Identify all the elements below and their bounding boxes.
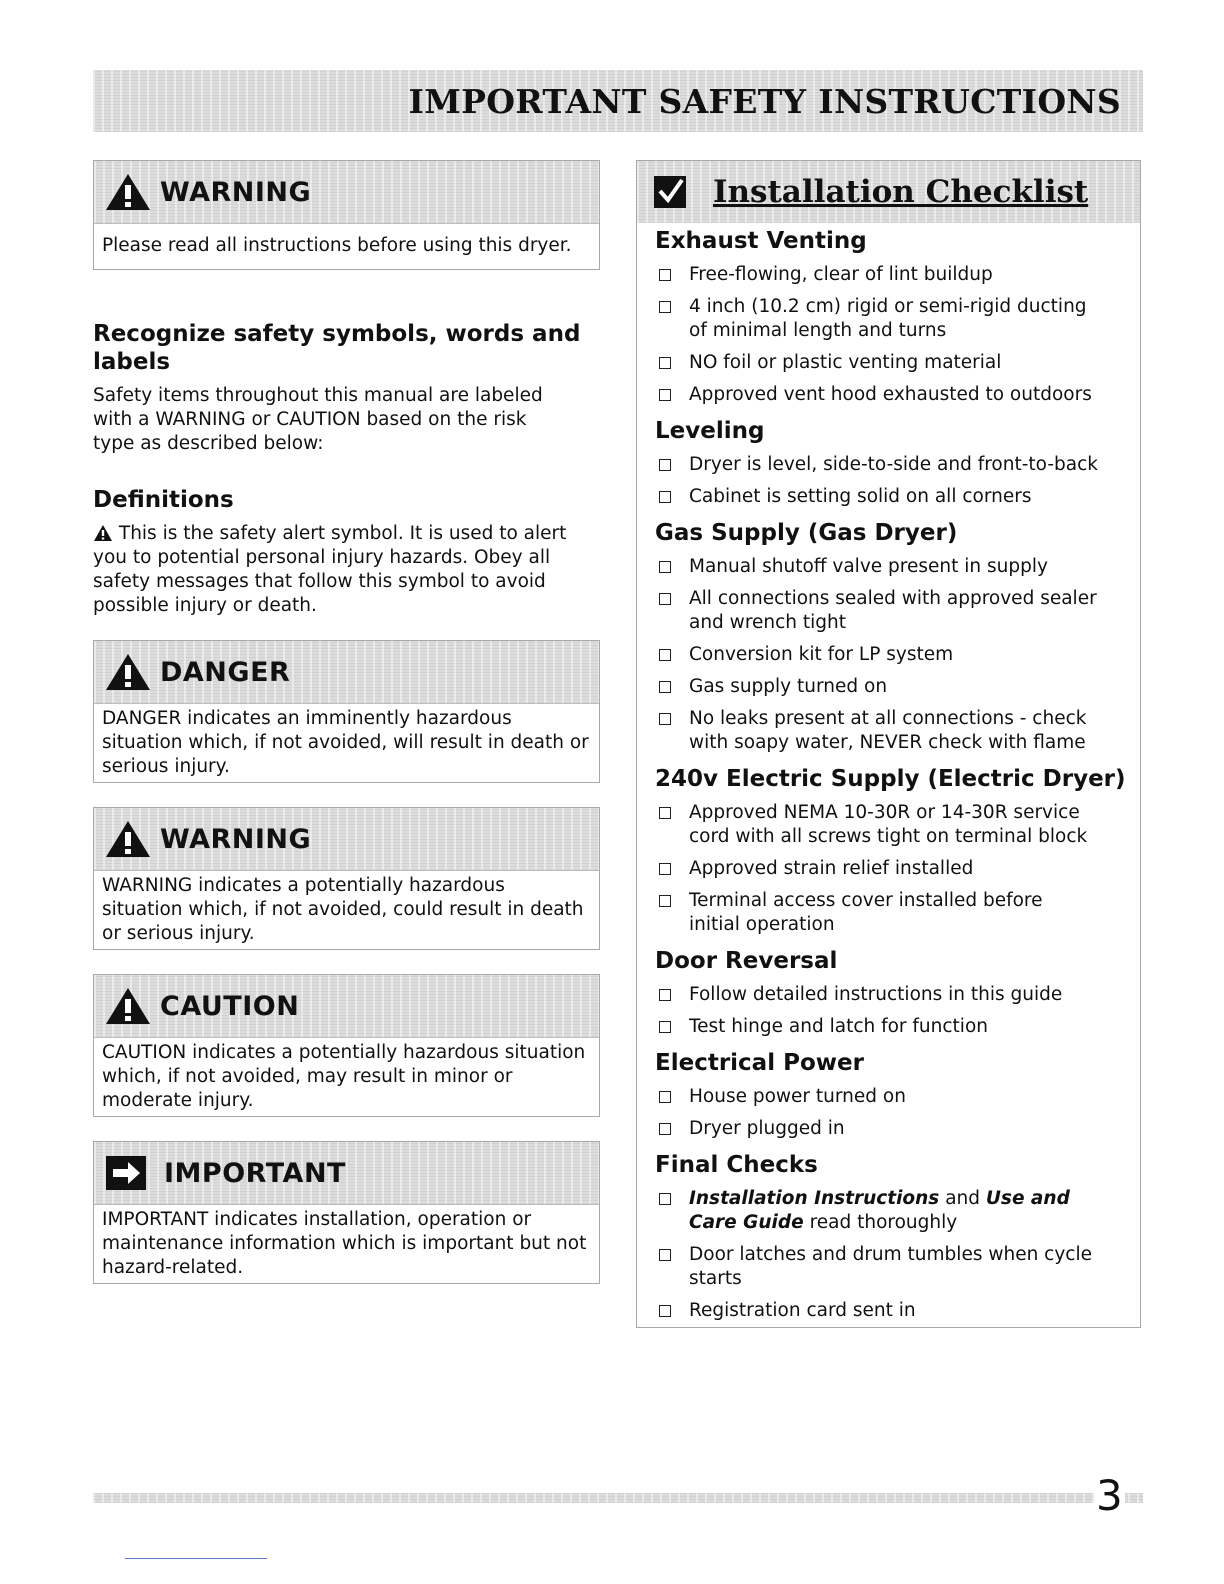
checkbox-icon[interactable]: [659, 389, 671, 401]
checklist-item-text: Approved strain relief installed: [689, 858, 974, 879]
warning-alert-icon: [102, 170, 154, 214]
checkbox-icon[interactable]: [659, 681, 671, 693]
checkbox-checked-icon: [653, 175, 687, 209]
checklist-item-text: No leaks present at all connections - check with soapy water, NEVER check with flame: [689, 708, 1087, 753]
page-title: IMPORTANT SAFETY INSTRUCTIONS: [408, 81, 1121, 121]
intro-warning-box: [93, 160, 600, 270]
checklist-item-text: Cabinet is setting solid on all corners: [689, 486, 1032, 507]
item-suffix-text: read thoroughly: [809, 1212, 958, 1233]
checklist-body: [637, 227, 1140, 1327]
checklist-item[interactable]: [655, 1243, 1140, 1291]
intro-warning-word: WARNING: [160, 176, 312, 208]
checklist-item-text: Manual shutoff valve present in supply: [689, 556, 1048, 577]
checklist-item[interactable]: [655, 555, 1140, 579]
definitions-heading: Definitions: [93, 487, 234, 513]
danger-alert-icon: [102, 650, 154, 694]
caution-header: [94, 975, 599, 1037]
definitions-section: [93, 486, 600, 618]
checklist-item-text: Conversion kit for LP system: [689, 644, 954, 665]
section-heading-gas-supply: Gas Supply (Gas Dryer): [655, 520, 958, 546]
checkbox-icon[interactable]: [659, 649, 671, 661]
checkbox-icon[interactable]: [659, 301, 671, 313]
warning-header: [94, 808, 599, 870]
definitions-paragraph: [93, 522, 600, 618]
checklist-item[interactable]: [655, 295, 1140, 343]
checklist-item-text: [689, 1187, 1099, 1235]
checklist-item[interactable]: [655, 1299, 1140, 1323]
caution-word: CAUTION: [160, 990, 300, 1022]
important-header: [94, 1142, 599, 1204]
checkbox-icon[interactable]: [659, 989, 671, 1001]
footer-bar: [93, 1493, 1143, 1503]
checklist-item[interactable]: [655, 263, 1140, 287]
checkbox-icon[interactable]: [659, 357, 671, 369]
recognize-heading-line2: labels: [93, 349, 171, 375]
section-heading-electric-supply: 240v Electric Supply (Electric Dryer): [655, 766, 1126, 792]
safety-alert-icon: [93, 524, 113, 542]
recognize-heading: [93, 320, 600, 376]
checklist-item[interactable]: [655, 485, 1140, 509]
checklist-item-text: Dryer plugged in: [689, 1118, 845, 1139]
checklist-item-text: All connections sealed with approved sealer and wrench tight: [689, 588, 1097, 633]
warning-alert-icon: [102, 817, 154, 861]
installation-instructions-ref: Installation Instructions: [689, 1188, 940, 1209]
section-heading-electrical-power: Electrical Power: [655, 1050, 864, 1076]
section-heading-door-reversal: Door Reversal: [655, 948, 838, 974]
warning-box: [93, 807, 600, 950]
checkbox-icon[interactable]: [659, 895, 671, 907]
conjunction-text: and: [945, 1188, 981, 1209]
checklist-item-text: Test hinge and latch for function: [689, 1016, 988, 1037]
checklist-item[interactable]: [655, 675, 1140, 699]
installation-checklist: [636, 160, 1141, 1328]
caution-box: [93, 974, 600, 1117]
section-heading-final-checks: Final Checks: [655, 1152, 818, 1178]
checklist-item-text: Door latches and drum tumbles when cycle starts: [689, 1244, 1092, 1289]
checkbox-icon[interactable]: [659, 1249, 671, 1261]
checkbox-icon[interactable]: [659, 593, 671, 605]
important-box: [93, 1141, 600, 1284]
checklist-item-text: NO foil or plastic venting material: [689, 352, 1002, 373]
checklist-item-text: Dryer is level, side-to-side and front-to-back: [689, 454, 1098, 475]
checklist-header: [637, 161, 1140, 223]
checkbox-icon[interactable]: [659, 491, 671, 503]
checkbox-icon[interactable]: [659, 713, 671, 725]
section-heading-leveling: Leveling: [655, 418, 765, 444]
checkbox-icon[interactable]: [659, 269, 671, 281]
bottom-rule: [125, 1558, 267, 1559]
danger-text: DANGER indicates an imminently hazardous situation which, if not avoided, will result in death or serious injury.: [94, 703, 599, 782]
checklist-item[interactable]: [655, 1117, 1140, 1141]
checklist-item[interactable]: [655, 1015, 1140, 1039]
intro-warning-header: [94, 161, 599, 223]
use-and-care-guide-ref: Use and Care Guide: [689, 1188, 1070, 1233]
checkbox-icon[interactable]: [659, 863, 671, 875]
checklist-item[interactable]: [655, 857, 1140, 881]
important-text: IMPORTANT indicates installation, operation or maintenance information which is important but not hazard-related.: [94, 1204, 599, 1283]
checklist-item-text: Approved NEMA 10-30R or 14-30R service cord with all screws tight on terminal block: [689, 802, 1088, 847]
recognize-text: Safety items throughout this manual are labeled with a WARNING or CAUTION based on the risk type as described below:: [93, 385, 543, 454]
danger-header: [94, 641, 599, 703]
caution-text: CAUTION indicates a potentially hazardous situation which, if not avoided, may result in minor or moderate injury.: [94, 1037, 599, 1116]
arrow-right-icon: [104, 1153, 150, 1193]
checklist-item-text: Follow detailed instructions in this guide: [689, 984, 1063, 1005]
checklist-item[interactable]: [655, 983, 1140, 1007]
intro-warning-text: Please read all instructions before using this dryer.: [94, 223, 599, 269]
right-column: [636, 160, 1141, 1328]
checklist-item-text: House power turned on: [689, 1086, 906, 1107]
recognize-heading-line1: Recognize safety symbols, words and: [93, 321, 581, 347]
checklist-item[interactable]: [655, 453, 1140, 477]
checkbox-icon[interactable]: [659, 807, 671, 819]
danger-word: DANGER: [160, 656, 291, 688]
checklist-item-text: Terminal access cover installed before initial operation: [689, 890, 1043, 935]
danger-box: [93, 640, 600, 783]
checklist-item-text: 4 inch (10.2 cm) rigid or semi-rigid ducting of minimal length and turns: [689, 296, 1087, 341]
checklist-item[interactable]: [655, 351, 1140, 375]
checklist-item[interactable]: [655, 889, 1140, 937]
checkbox-icon[interactable]: [659, 1123, 671, 1135]
warning-text: WARNING indicates a potentially hazardous situation which, if not avoided, could result in death or serious injury.: [94, 870, 599, 949]
checklist-item-text: Registration card sent in: [689, 1300, 916, 1321]
checkbox-icon[interactable]: [659, 1091, 671, 1103]
important-word: IMPORTANT: [164, 1157, 346, 1189]
checklist-item[interactable]: [655, 643, 1140, 667]
checklist-item-text: Free-flowing, clear of lint buildup: [689, 264, 993, 285]
checkbox-icon[interactable]: [659, 459, 671, 471]
left-column: [93, 160, 600, 1284]
checklist-item[interactable]: [655, 801, 1140, 849]
checklist-item[interactable]: [655, 1085, 1140, 1109]
checkbox-icon[interactable]: [659, 1305, 671, 1317]
section-heading-exhaust-venting: Exhaust Venting: [655, 228, 867, 254]
checklist-item[interactable]: [655, 1187, 1140, 1235]
recognize-section: [93, 320, 600, 456]
checkbox-icon[interactable]: [659, 561, 671, 573]
checklist-item[interactable]: [655, 587, 1140, 635]
checklist-title: Installation Checklist: [713, 174, 1089, 210]
checklist-item[interactable]: [655, 707, 1140, 755]
warning-word: WARNING: [160, 823, 312, 855]
checkbox-icon[interactable]: [659, 1021, 671, 1033]
caution-alert-icon: [102, 984, 154, 1028]
page-number: 3: [1094, 1466, 1125, 1526]
checklist-item-text: Approved vent hood exhausted to outdoors: [689, 384, 1092, 405]
definitions-text: This is the safety alert symbol. It is used to alert you to potential personal injury hazards. Obey all safety messages that follow this symbol to avoid possible injury or death.: [93, 523, 567, 616]
title-bar: [93, 70, 1143, 132]
checklist-item[interactable]: [655, 383, 1140, 407]
checkbox-icon[interactable]: [659, 1193, 671, 1205]
checklist-item-text: Gas supply turned on: [689, 676, 888, 697]
